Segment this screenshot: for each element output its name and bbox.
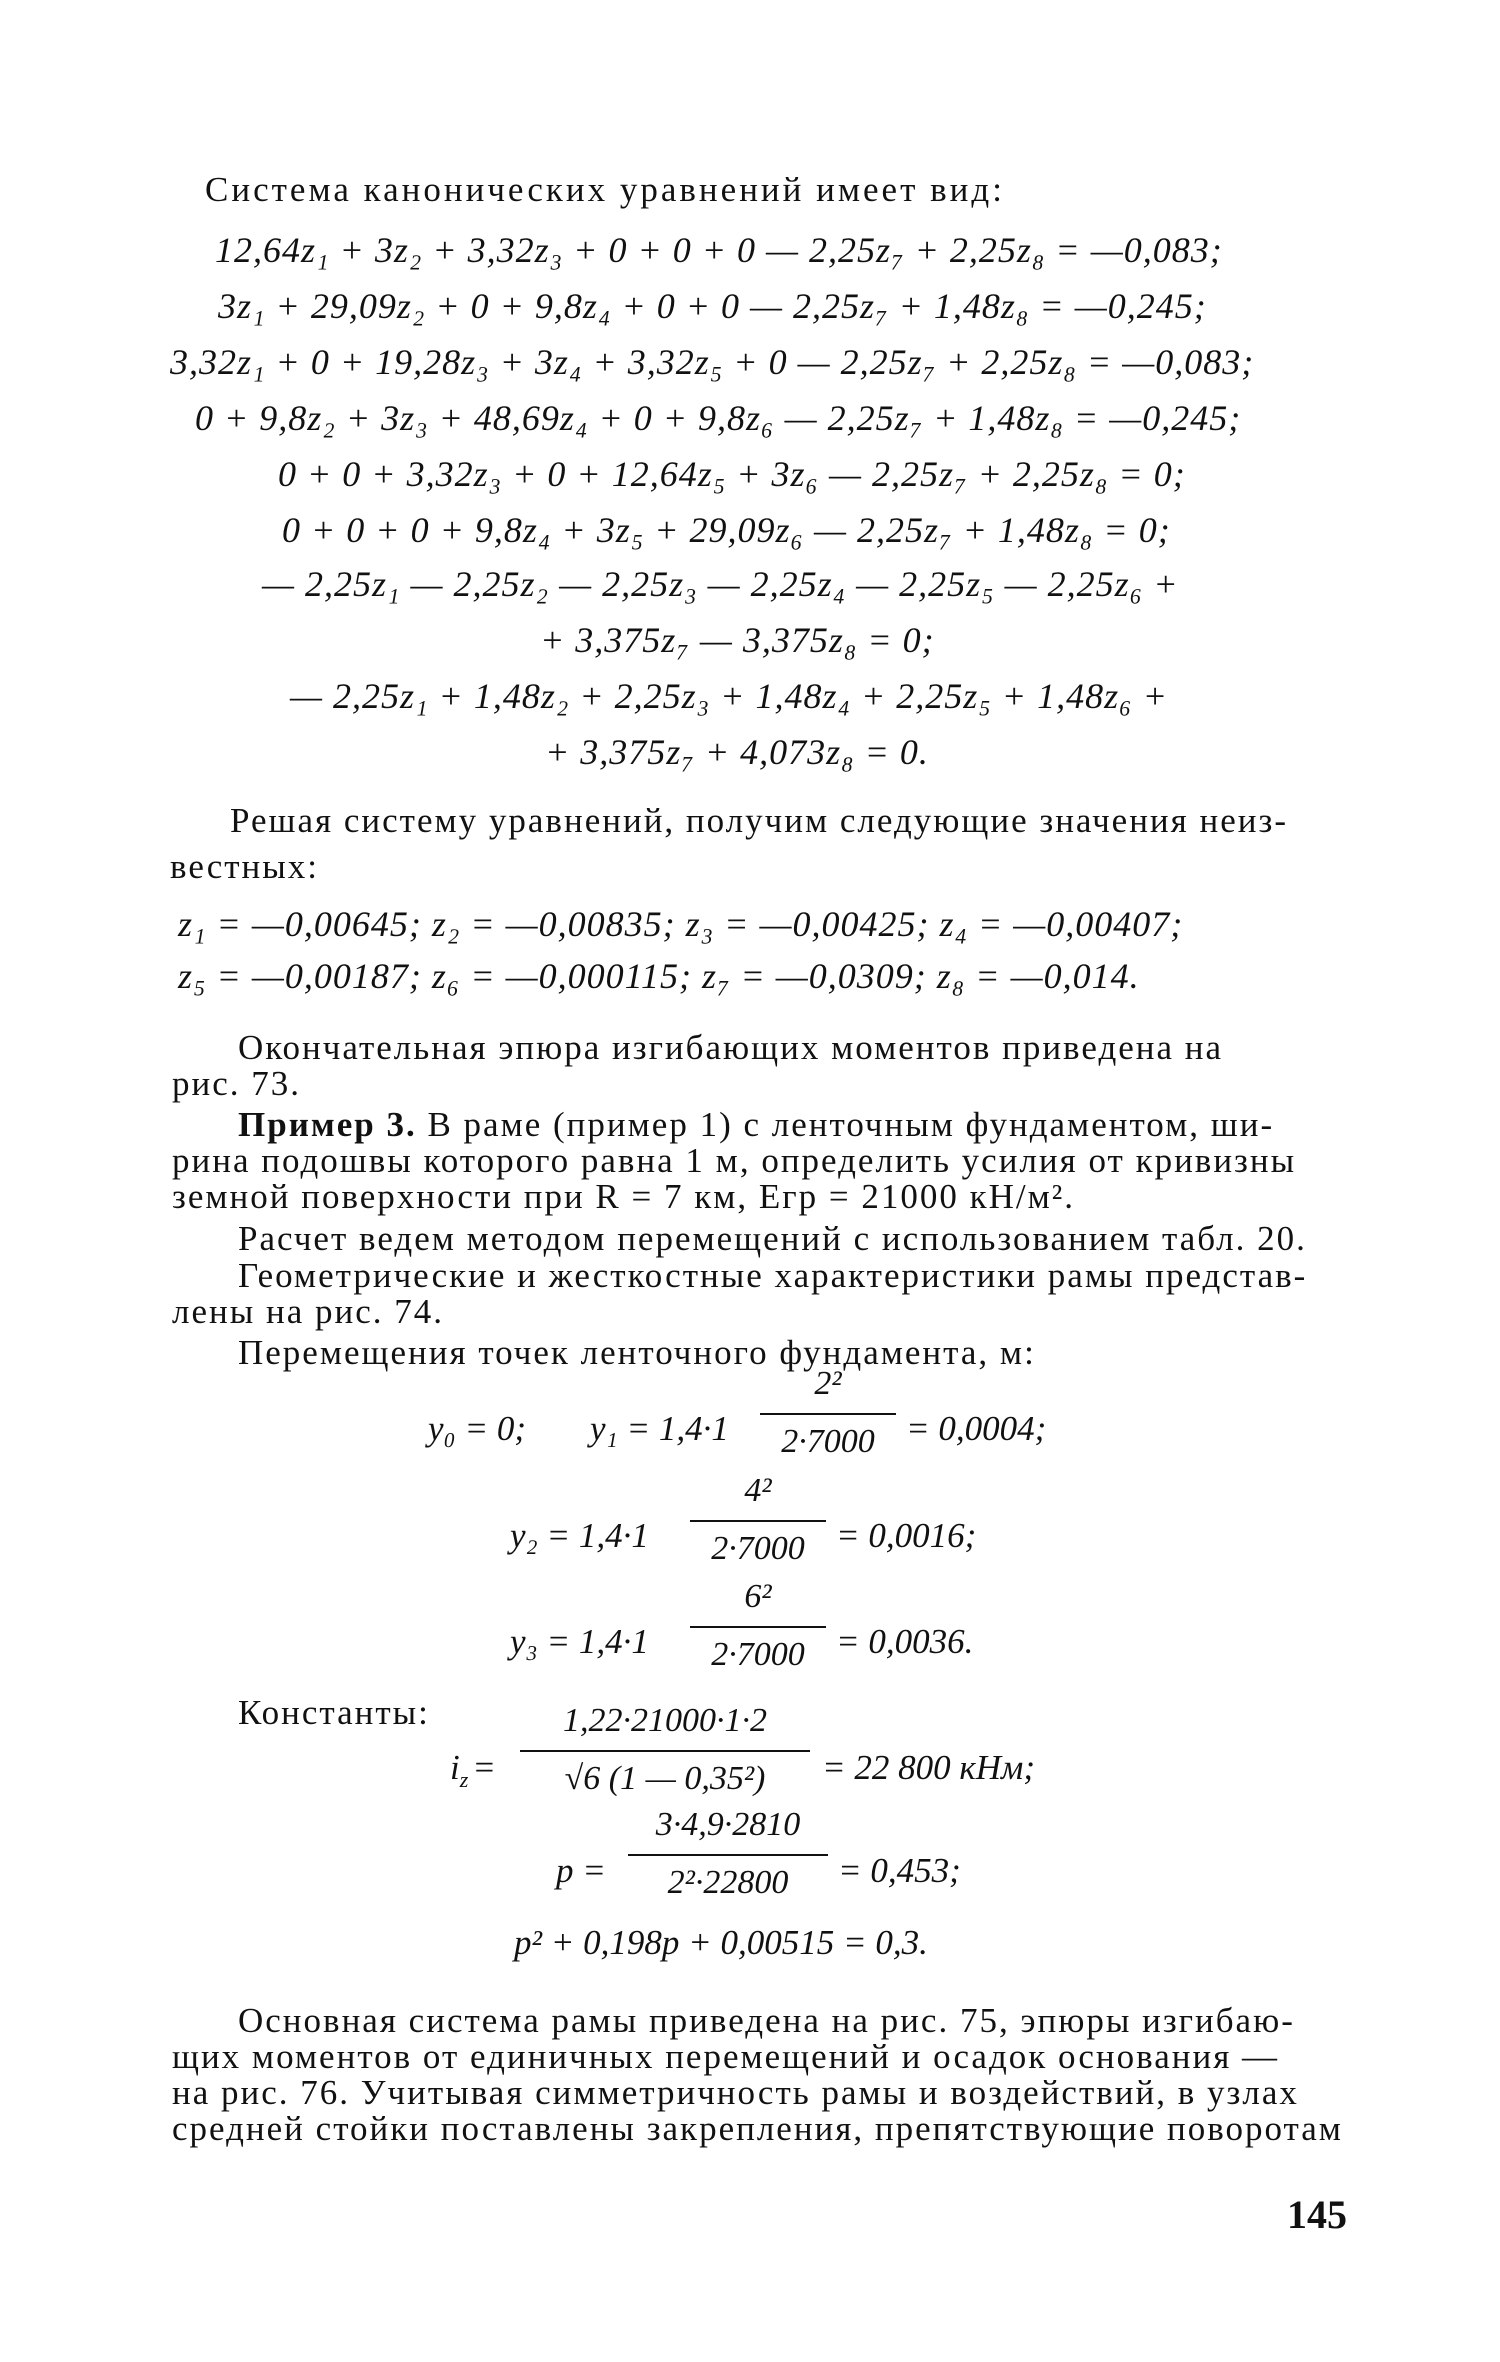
p-squared-equation: p² + 0,198p + 0,00515 = 0,3. (514, 1923, 928, 1962)
method-text: Расчет ведем методом перемещений с использованием табл. 20. (238, 1219, 1307, 1258)
y1-denominator: 2·7000 (781, 1423, 875, 1460)
y1-fraction-bar (760, 1413, 896, 1415)
equation-4: 0 + 9,8z₂ + 3z₃ + 48,69z₄ + 0 + 9,8z₆ — 2,25z₇ + 1,48z₈ = —0,245; (195, 398, 1242, 438)
y3-prefix: y₃ = 1,4·1 (510, 1622, 649, 1661)
equation-1: 12,64z₁ + 3z₂ + 3,32z₃ + 0 + 0 + 0 — 2,25z₇ + 2,25z₈ = —0,083; (215, 230, 1223, 270)
geom-text-line1: Геометрические и жесткостные характеристики рамы представ- (238, 1256, 1308, 1295)
final-moment-line1: Окончательная эпюра изгибающих моментов приведена на (238, 1028, 1224, 1067)
iz-result: = 22 800 кНм; (822, 1748, 1036, 1787)
example3-line2: рина подошвы которого равна 1 м, определить усилия от кривизны (172, 1141, 1297, 1180)
y3-result: = 0,0036. (836, 1622, 974, 1661)
final-para-line3: на рис. 76. Учитывая симметричность рамы и воздействий, в узлах (172, 2073, 1299, 2112)
equation-6: 0 + 0 + 0 + 9,8z₄ + 3z₅ + 29,09z₆ — 2,25z₇ + 1,48z₈ = 0; (282, 510, 1171, 550)
example3-label: Пример 3. (238, 1105, 417, 1144)
final-para-line2: щих моментов от единичных перемещений и осадок основания — (172, 2037, 1280, 2076)
iz-label (450, 1750, 496, 1791)
iz-denominator: √6 (1 — 0,35²) (564, 1760, 766, 1797)
equation-8a: — 2,25z₁ + 1,48z₂ + 2,25z₃ + 1,48z₄ + 2,25z₅ + 1,48z₆ + (290, 676, 1168, 716)
displacements-title: Перемещения точек ленточного фундамента, м: (238, 1333, 1036, 1372)
equation-7b: + 3,375z₇ — 3,375z₈ = 0; (540, 620, 935, 660)
solve-text-line1: Решая систему уравнений, получим следующие значения неиз- (230, 801, 1288, 840)
final-para-line4: средней стойки поставлены закрепления, препятствующие поворотам (172, 2109, 1343, 2148)
solutions-row1: z₁ = —0,00645; z₂ = —0,00835; z₃ = —0,00425; z₄ = —0,00407; (178, 904, 1184, 944)
final-moment-line2: рис. 73. (172, 1064, 302, 1103)
geom-text-line2: лены на рис. 74. (172, 1292, 445, 1331)
p-denominator: 2²·22800 (667, 1864, 789, 1901)
y3-fraction (690, 1578, 826, 1678)
equation-8b: + 3,375z₇ + 4,073z₈ = 0. (545, 732, 929, 772)
iz-subscript: z (459, 1767, 469, 1792)
p-label: p = (556, 1851, 606, 1890)
y1-result: = 0,0004; (906, 1409, 1047, 1448)
y2-fraction (690, 1472, 826, 1572)
y0-expression: y₀ = 0; (428, 1409, 526, 1448)
p-result: = 0,453; (838, 1851, 961, 1890)
iz-symbol: i (450, 1748, 460, 1787)
final-para-line1: Основная система рамы приведена на рис. 75, эпюры изгибаю- (238, 2001, 1295, 2040)
iz-fraction-bar (520, 1750, 810, 1752)
example3-line3: земной поверхности при R = 7 км, Eгр = 21000 кН/м². (172, 1177, 1076, 1216)
p-fraction (628, 1806, 828, 1906)
equation-5: 0 + 0 + 3,32z₃ + 0 + 12,64z₅ + 3z₆ — 2,25z₇ + 2,25z₈ = 0; (278, 454, 1186, 494)
p-fraction-bar (628, 1854, 828, 1856)
p-numerator: 3·4,9·2810 (655, 1806, 801, 1843)
y2-result: = 0,0016; (836, 1516, 977, 1555)
y3-fraction-bar (690, 1626, 826, 1628)
iz-equals: = (472, 1748, 496, 1787)
page-number: 145 (1287, 2192, 1347, 2237)
constants-title: Константы: (238, 1693, 430, 1732)
intro-text: Система канонических уравнений имеет вид: (205, 170, 1005, 209)
y1-fraction (760, 1365, 896, 1465)
iz-numerator: 1,22·21000·1·2 (563, 1702, 767, 1739)
equation-3: 3,32z₁ + 0 + 19,28z₃ + 3z₄ + 3,32z₅ + 0 — 2,25z₇ + 2,25z₈ = —0,083; (170, 342, 1255, 382)
y2-fraction-bar (690, 1520, 826, 1522)
iz-fraction (520, 1702, 810, 1812)
example3-line1 (238, 1107, 1274, 1142)
y2-prefix: y₂ = 1,4·1 (510, 1516, 649, 1555)
y1-numerator: 2² (814, 1365, 842, 1402)
y2-numerator: 4² (744, 1472, 772, 1509)
y3-denominator: 2·7000 (711, 1636, 805, 1673)
solve-text-line2: вестных: (170, 847, 320, 886)
y3-numerator: 6² (744, 1578, 772, 1615)
solutions-row2: z₅ = —0,00187; z₆ = —0,000115; z₇ = —0,0309; z₈ = —0,014. (178, 956, 1140, 996)
equation-7a: — 2,25z₁ — 2,25z₂ — 2,25z₃ — 2,25z₄ — 2,25z₅ — 2,25z₆ + (262, 564, 1179, 604)
equation-2: 3z₁ + 29,09z₂ + 0 + 9,8z₄ + 0 + 0 — 2,25z₇ + 1,48z₈ = —0,245; (218, 286, 1207, 326)
y1-prefix: y₁ = 1,4·1 (590, 1409, 729, 1448)
y2-denominator: 2·7000 (711, 1530, 805, 1567)
example3-text: В раме (пример 1) с ленточным фундаментом, ши- (416, 1105, 1275, 1144)
